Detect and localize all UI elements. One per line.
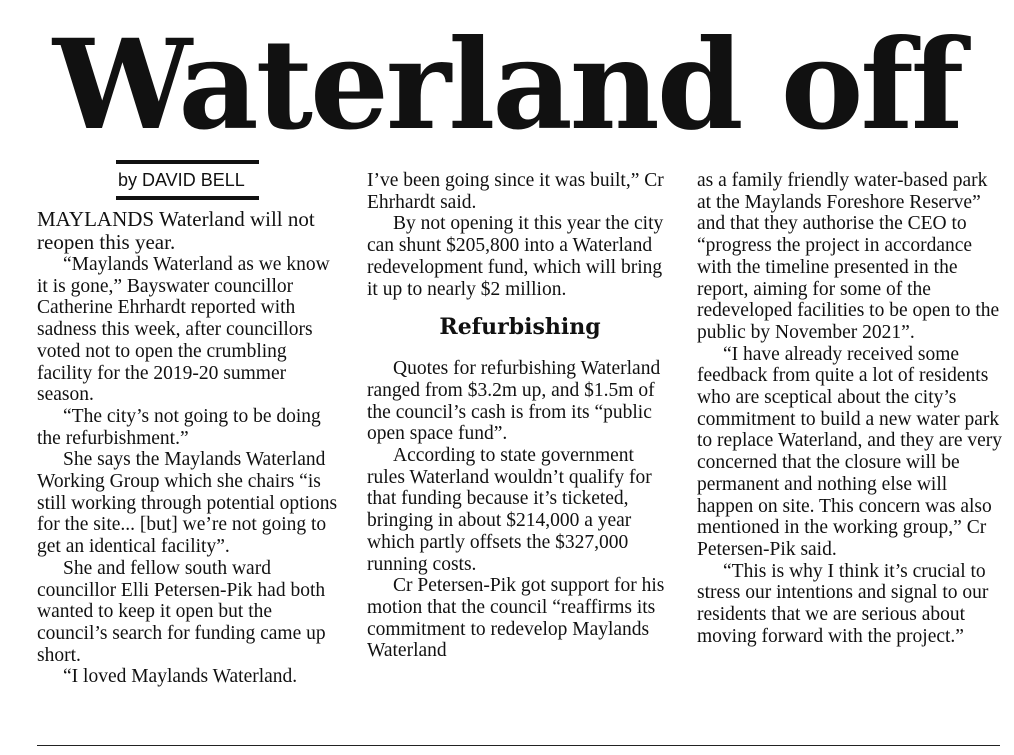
body-paragraph: “This is why I think it’s crucial to stress our intentions and signal to our residents that we are serious about moving forward with the project.”	[697, 560, 989, 647]
byline: by DAVID BELL	[116, 160, 259, 200]
body-paragraph: “I have already received some feedback from quite a lot of residents who are sceptical about the city’s commitment to build a new water park to replace Waterland, and they are very concerned that the closure will be permanent and nothing else will happen on site. This concern was also mentioned in the working group,” Cr Petersen-Pik said.	[697, 343, 1003, 560]
body-paragraph: “I loved Maylands Waterland.	[63, 666, 298, 688]
body-paragraph: She says the Maylands Waterland Working Group which she chairs “is still working through potential options for the site... [but] we’re not going to get an identical facility”.	[37, 449, 338, 558]
article-column-2	[367, 170, 673, 662]
body-paragraph: “The city’s not going to be doing the refurbishment.”	[37, 405, 321, 449]
bottom-rule	[37, 745, 1000, 746]
body-paragraph: “Maylands Waterland as we know it is gone,” Bayswater councillor Catherine Ehrhardt reported with sadness this week, after councillors voted not to open the crumbling facility for the 2019-20 summer season.	[37, 254, 330, 406]
body-paragraph: I’ve been going since it was built,” Cr Ehrhardt said.	[367, 170, 664, 213]
headline: Waterland off	[52, 13, 962, 158]
body-paragraph: By not opening it this year the city can shunt $205,800 into a Waterland redevelopment fund, which will bring it up to nearly $2 million.	[367, 213, 664, 300]
body-paragraph: She and fellow south ward councillor Elli Petersen-Pik had both wanted to keep it open but the council’s search for funding came up short.	[37, 557, 326, 666]
lead-paragraph: MAYLANDS Waterland will not reopen this year.	[37, 207, 315, 254]
body-paragraph: Cr Petersen-Pik got support for his motion that the council “reaffirms its commitment to redevelop Maylands Waterland	[367, 575, 665, 662]
subheading: Refurbishing	[439, 314, 601, 341]
body-paragraph: According to state government rules Waterland wouldn’t qualify for that funding because it’s ticketed, bringing in about $214,000 a year which partly offsets the $327,000 running costs.	[367, 445, 652, 575]
article-column-1	[37, 208, 343, 688]
article-column-3	[697, 170, 1003, 647]
body-paragraph: Quotes for refurbishing Waterland ranged from $3.2m up, and $1.5m of the council’s cash is from its “public open space fund”.	[367, 358, 661, 445]
body-paragraph: as a family friendly water-based park at the Maylands Foreshore Reserve” and that they authorise the CEO to “progress the project in accordance with the timeline presented in the report, aiming for some of the redeveloped facilities to be open to the public by November 2021”.	[697, 170, 1000, 343]
